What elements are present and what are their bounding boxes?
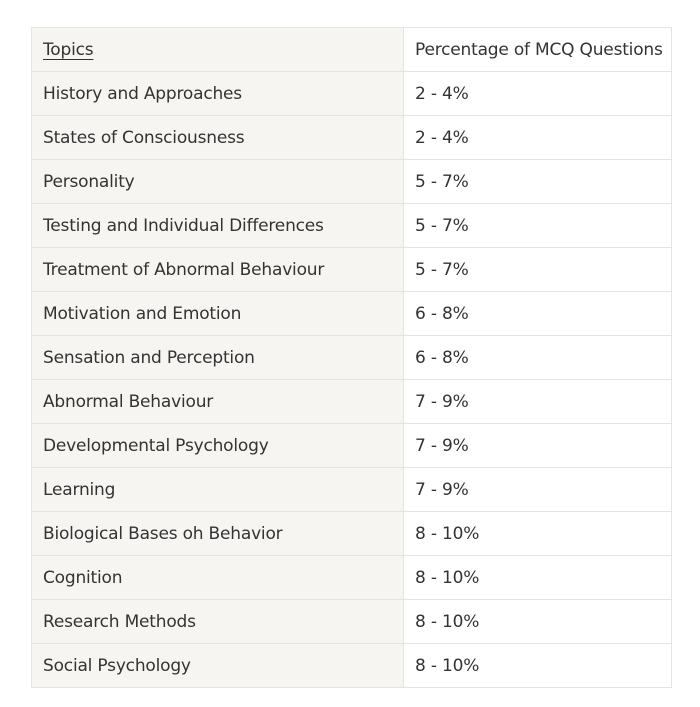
percentage-cell: 7 - 9% xyxy=(404,424,672,468)
table-row xyxy=(32,72,672,116)
percentage-cell: 6 - 8% xyxy=(404,336,672,380)
topic-cell: States of Consciousness xyxy=(32,116,404,160)
percentage-cell: 7 - 9% xyxy=(404,380,672,424)
header-percentage: Percentage of MCQ Questions xyxy=(404,28,672,72)
topic-cell: Testing and Individual Differences xyxy=(32,204,404,248)
header-topics-label: Topics xyxy=(43,39,94,60)
table-row xyxy=(32,292,672,336)
topics-table-container xyxy=(31,27,671,688)
topic-cell: History and Approaches xyxy=(32,72,404,116)
table-row xyxy=(32,556,672,600)
table-row xyxy=(32,424,672,468)
table-row xyxy=(32,644,672,688)
percentage-cell: 5 - 7% xyxy=(404,204,672,248)
topic-cell: Abnormal Behaviour xyxy=(32,380,404,424)
table-row xyxy=(32,336,672,380)
percentage-cell: 8 - 10% xyxy=(404,600,672,644)
percentage-cell: 5 - 7% xyxy=(404,248,672,292)
percentage-cell: 7 - 9% xyxy=(404,468,672,512)
topic-cell: Research Methods xyxy=(32,600,404,644)
topic-cell: Learning xyxy=(32,468,404,512)
percentage-cell: 2 - 4% xyxy=(404,72,672,116)
header-topics[interactable] xyxy=(32,28,404,72)
table-row xyxy=(32,160,672,204)
table-body xyxy=(32,72,672,688)
percentage-cell: 8 - 10% xyxy=(404,644,672,688)
table-row xyxy=(32,468,672,512)
table-row xyxy=(32,512,672,556)
topic-cell: Developmental Psychology xyxy=(32,424,404,468)
percentage-cell: 8 - 10% xyxy=(404,556,672,600)
percentage-cell: 8 - 10% xyxy=(404,512,672,556)
topic-cell: Sensation and Perception xyxy=(32,336,404,380)
topic-cell: Treatment of Abnormal Behaviour xyxy=(32,248,404,292)
topic-cell: Personality xyxy=(32,160,404,204)
percentage-cell: 2 - 4% xyxy=(404,116,672,160)
table-row xyxy=(32,116,672,160)
table-row xyxy=(32,204,672,248)
table-row xyxy=(32,380,672,424)
table-row xyxy=(32,600,672,644)
topic-cell: Cognition xyxy=(32,556,404,600)
percentage-cell: 5 - 7% xyxy=(404,160,672,204)
topics-table xyxy=(31,27,672,688)
table-row xyxy=(32,248,672,292)
percentage-cell: 6 - 8% xyxy=(404,292,672,336)
table-header-row xyxy=(32,28,672,72)
topic-cell: Biological Bases oh Behavior xyxy=(32,512,404,556)
topic-cell: Social Psychology xyxy=(32,644,404,688)
topic-cell: Motivation and Emotion xyxy=(32,292,404,336)
